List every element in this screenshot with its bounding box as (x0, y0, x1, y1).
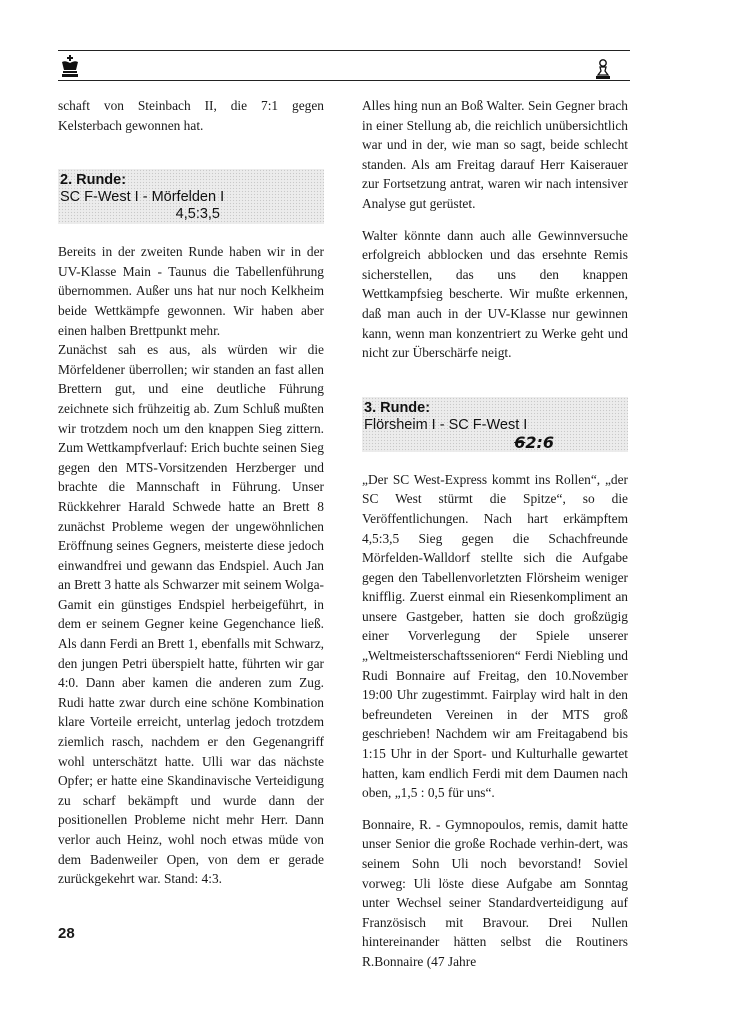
round-2-paragraph-1: Bereits in der zweiten Runde haben wir in der UV-Klasse Main - Taunus die Tabellenführung übernommen. Außer uns hat nur noch Kelkheim beide Wettkämpfe gewonnen. Wir haben aber einen halben Brettpunkt mehr. (58, 244, 324, 338)
left-column (58, 96, 324, 901)
round-3-result-struck: 6 (514, 432, 526, 452)
chess-king-icon (60, 55, 80, 77)
round-3-result (364, 434, 624, 453)
round-3-label: 3. Runde: (364, 399, 431, 416)
round-3-paragraph-1: „Der SC West-Express kommt ins Rollen“, „der SC West stürmt die Spitze“, so die Veröffentlichungen. Nach hart erkämpftem 4,5:3,5 Sieg gegen die Schachfreunde Mörfelden-Walldorf stellte sich die Aufgabe gegen den Tabellenvorletzten Flörsheim weniger knifflig. Zuerst einmal ein Riesenkompliment an unsere Gastgeber, hatten sie doch großzügig einer Vorverlegung der Spiele unserer „Weltmeisterschaftssenioren“ Ferdi Niebling und Rudi Bonnaire auf Freitag, den 10.November 19:00 Uhr zugestimmt. Fairplay wird halt in den befreundeten Vereinen in der MTS groß geschrieben! Nachdem wir am Freitagabend bis 1:15 Uhr in der Sport- und Kulturhalle gewartet hatten, kam endlich Ferdi mit dem Daumen nach oben, „1,5 : 0,5 für uns“. (362, 471, 628, 801)
header-rule-top (58, 50, 630, 51)
round-3-box (362, 397, 628, 452)
chess-pawn-logo-icon (594, 58, 612, 80)
right-paragraph-2: Walter könnte dann auch alle Gewinnversuche erfolgreich abblocken und das ersehnte Remis sicherstellen, das uns den knappen Wettkampfsieg bescherte. Wir mußte erkennen, daß man auch in der UV-Klasse nur gewinnen kann, wenn man konzentriert zu Werke geht und nicht zur Überschärfe neigt. (362, 227, 628, 361)
round-3-result-handwritten: 2:6 (525, 432, 554, 452)
round-3-paragraph-2: Bonnaire, R. - Gymnopoulos, remis, damit hatte unser Senior die große Rochade verhin-dert, was seinem Sohn Uli noch bevorstand! Soviel vorweg: Uli löste diese Aufgabe am Sonntag unter Wechsel seiner Standardverteidigung auf Französisch mit Bravour. Drei Nullen hintereinander hätten selbst die Routiners R.Bonnaire (47 Jahre (362, 816, 628, 969)
header-rule-bottom (58, 80, 630, 81)
right-column (362, 96, 628, 984)
intro-paragraph: schaft von Steinbach II, die 7:1 gegen Kelsterbach gewonnen hat. (58, 98, 324, 133)
round-2-box (58, 169, 324, 224)
round-2-label: 2. Runde: (60, 172, 127, 189)
round-2-paragraph-2: Zunächst sah es aus, als würden wir die Mörfeldener überrollen; wir standen an fast allen Brettern gut, und eine deutliche Führung zeichnete sich frühzeitig ab. Zum Schluß mußten wir trotzdem noch um den knappen Sieg zittern. Zum Wettkampfverlauf: Erich buchte seinen Sieg gegen den MTS-Vorsitzenden Herzberger und brachte die Mannschaft in Führung. Unser Rückkehrer Harald Schwede hatte an Brett 8 zunächst Probleme wegen der ungewöhnlichen Eröffnung seines Gegners, meisterte diese jedoch einwandfrei und gewann das Endspiel. Auch Jan an Brett 3 hatte als Schwarzer mit seinem Wolga-Gamit ein günstiges Endspiel herbeigeführt, in dem er seinem Gegner keine Gegenchance ließ. Als dann Ferdi an Brett 1, ebenfalls mit Schwarz, den jungen Petri überspielt hatte, führten wir gar 4:0. Dann aber kamen die anderen zum Zug. Rudi hatte zwar durch eine schöne Kombination klare Vorteile erreicht, unterlag jedoch trotzdem ziemlich rasch, nachdem er den Gegenangriff wohl unterschätzt hatte. Ulli war das nächste Opfer; er hatte eine Skandinavische Verteidigung zu scharf bekämpft und wurde dann der positionellen Probleme nicht mehr Herr. Dann verlor auch Heinz, wohl noch etwas müde von dem Badenweiler Open, von dem er gerade zurückgekehrt war. Stand: 4:3. (58, 342, 324, 887)
right-paragraph-1: Alles hing nun an Boß Walter. Sein Gegner brach in einer Stellung ab, die reichlich unübersichtlich war und in der, wie man so sagt, beide schlecht standen. Als am Freitag darauf Herr Kaiserauer zur Fortsetzung antrat, waren wir nach intensiver Analyse gut gerüstet. (362, 98, 628, 211)
round-3-match: Flörsheim I - SC F-West I (364, 416, 528, 433)
round-2-match: SC F-West I - Mörfelden I (60, 189, 225, 206)
page-number: 28 (58, 925, 75, 942)
round-2-result: 4,5:3,5 (175, 206, 220, 223)
